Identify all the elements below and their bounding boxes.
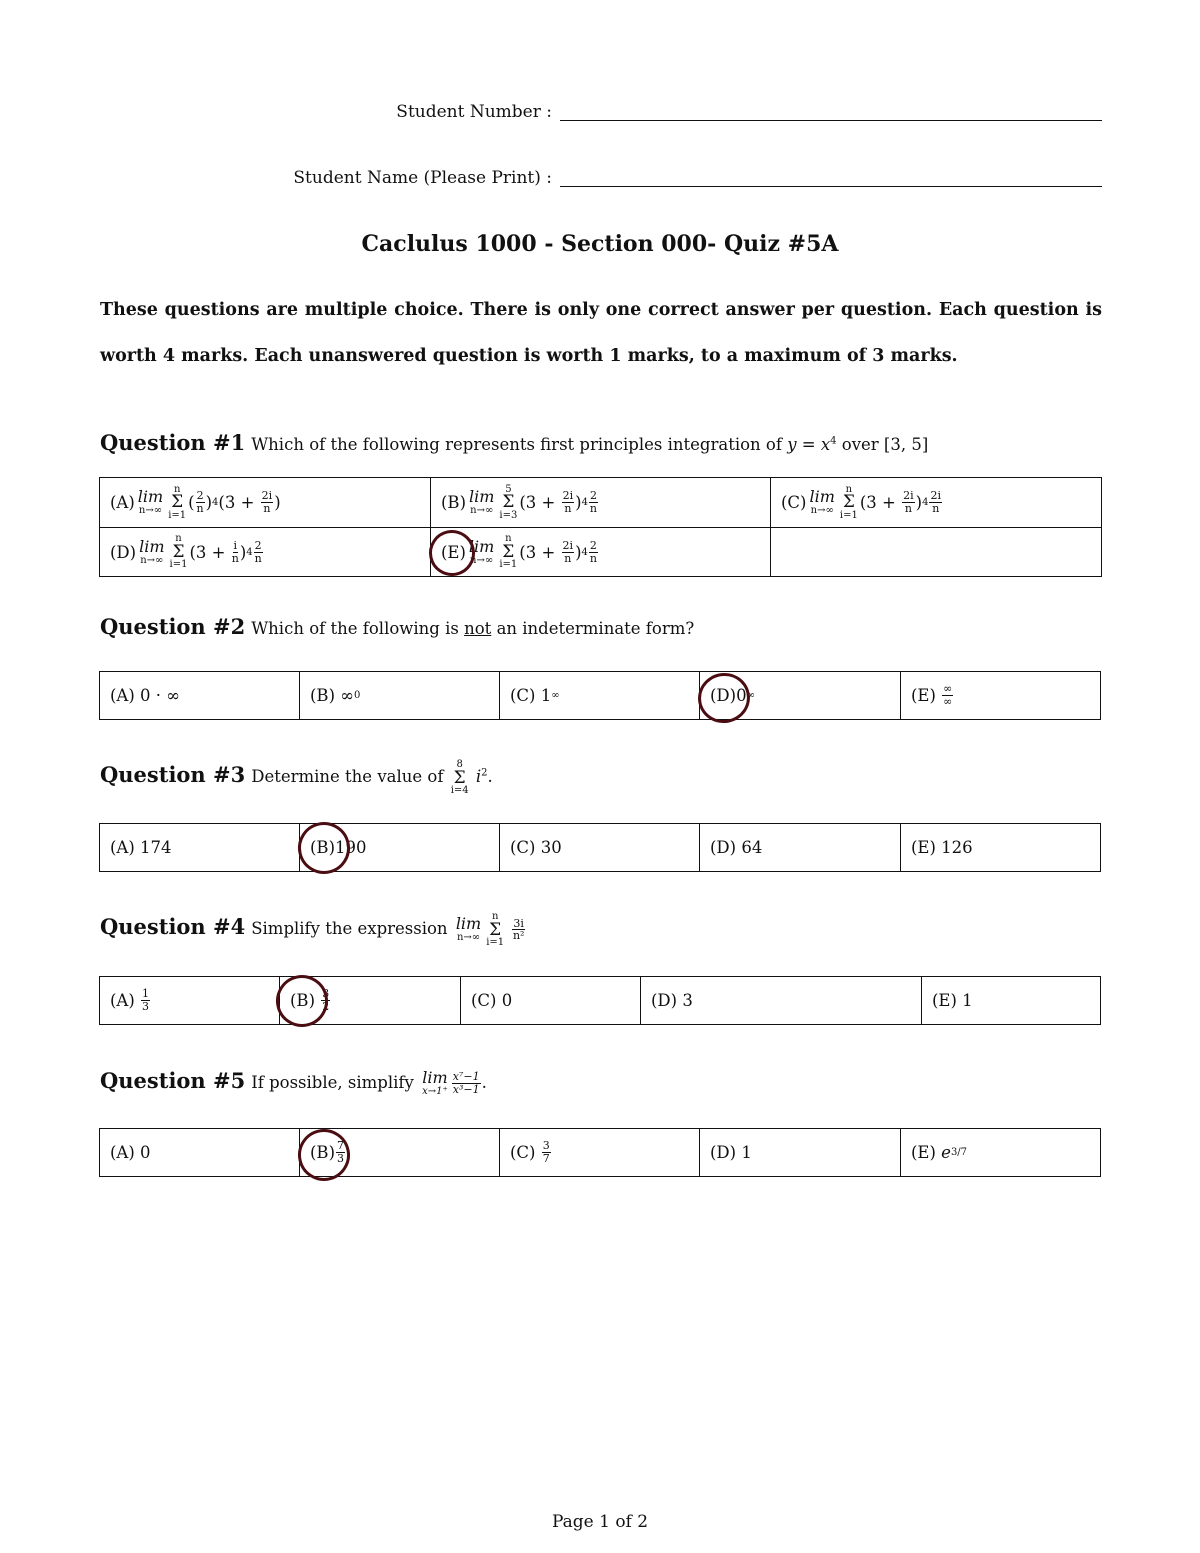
choice-d[interactable]: (D) 0 ∞	[700, 672, 901, 719]
choice-c[interactable]: (C) $\frac{3}{7}$	[500, 1129, 700, 1176]
choice-e[interactable]: (E) $\frac{\infty}{\infty}$	[911, 682, 953, 708]
answer-grid-q4	[99, 976, 1101, 1025]
choice-e[interactable]: (E) 126	[911, 838, 973, 857]
choice-d[interactable]: (D) lim n→∞ n Σ i=1 (3 + $\frac{i}{n}$ ) 4 $\frac{2}{n}$	[100, 528, 431, 576]
choice-c[interactable]: (C) 30	[500, 824, 700, 871]
answer-circle-mark	[693, 668, 754, 728]
question-text: Determine the value of 8 Σ i=4 $i^2$.	[251, 759, 493, 796]
question-1	[100, 430, 928, 455]
choice-a[interactable]: (A) 174	[100, 824, 300, 871]
page-number: Page 1 of 2	[551, 1512, 649, 1532]
answer-circle-mark	[271, 970, 333, 1032]
question-label: Question #5	[100, 1068, 246, 1093]
question-label: Question #4	[100, 914, 246, 940]
question-text: Which of the following represents first principles integration of $y = x^4$ over [3, 5]	[251, 435, 929, 454]
question-label: Question #3	[100, 762, 246, 788]
choice-b[interactable]: (B) $\frac{3}{2}$	[280, 977, 461, 1024]
choice-b[interactable]: (B) $\frac{7}{3}$	[300, 1129, 500, 1176]
question-3	[100, 760, 493, 795]
answer-circle-mark	[293, 1124, 355, 1186]
choice-a[interactable]: (A) $\frac{1}{3}$	[100, 977, 280, 1024]
choice-d[interactable]: (D) 64	[700, 824, 901, 871]
choice-e[interactable]: (E) 1	[932, 991, 973, 1010]
answer-grid-q5	[99, 1128, 1101, 1177]
choice-e[interactable]: (E) lim n→∞ n Σ i=1 (3 + $\frac{2i}{n}$ ) 4 $\frac{2}{n}$	[431, 528, 771, 576]
question-2	[100, 614, 694, 639]
question-label: Question #2	[100, 614, 246, 639]
choice-d[interactable]: (D) 3	[641, 977, 922, 1024]
choice-a[interactable]: (A) 0 · ∞	[100, 672, 300, 719]
choice-c[interactable]: (C) 0	[461, 977, 641, 1024]
answer-grid-q2	[99, 671, 1101, 720]
empty-cell	[771, 528, 1101, 576]
question-text: If possible, simplify lim x→1⁺ $\frac{\text{x⁷−1}}{\text{x³−1}}$ .	[251, 1068, 487, 1097]
instructions-line-2: worth 4 marks. Each unanswered question is worth 1 marks, to a maximum of 3 marks.	[100, 346, 958, 366]
answer-grid-q1	[99, 477, 1102, 577]
student-name-label: Student Name (Please Print) :	[293, 168, 552, 188]
choice-b[interactable]: (B) 190	[300, 824, 500, 871]
question-4	[100, 912, 526, 947]
student-name-field[interactable]	[560, 185, 1102, 187]
student-number-label: Student Number :	[396, 102, 552, 122]
question-5	[100, 1068, 487, 1097]
question-text: Which of the following is not an indeterminate form?	[251, 619, 695, 638]
question-label: Question #1	[100, 430, 246, 455]
choice-c[interactable]: (C) lim n→∞ n Σ i=1 (3 + $\frac{2i}{n}$ ) 4 $\frac{2i}{n}$	[781, 483, 941, 521]
choice-d[interactable]: (D) 1	[700, 1129, 901, 1176]
choice-b[interactable]: (B) lim n→∞ 5 Σ i=3 (3 + $\frac{2i}{n}$ ) 4 $\frac{2}{n}$	[431, 478, 771, 527]
answer-grid-q3	[99, 823, 1101, 872]
choice-a[interactable]: (A) lim n→∞ n Σ i=1 ( $\frac{2}{n}$ ) 4 (3 + $\frac{2i}{n}$ )	[100, 478, 431, 527]
instructions-line-1: These questions are multiple choice. There is only one correct answer per question. Each question is	[100, 300, 1102, 320]
choice-c[interactable]: (C) 1 ∞	[500, 672, 700, 719]
answer-circle-mark	[293, 817, 355, 879]
choice-e[interactable]: (E) e 3/7	[911, 1143, 968, 1162]
answer-circle-mark	[425, 526, 480, 581]
choice-a[interactable]: (A) 0	[100, 1129, 300, 1176]
quiz-title: Caclulus 1000 - Section 000- Quiz #5A	[361, 231, 839, 257]
student-number-field[interactable]	[560, 119, 1102, 121]
choice-b[interactable]: (B) ∞ 0	[300, 672, 500, 719]
question-text: Simplify the expression lim n→∞ n Σ i=1 $\frac{3i}{\text{n²}}$	[251, 911, 525, 948]
